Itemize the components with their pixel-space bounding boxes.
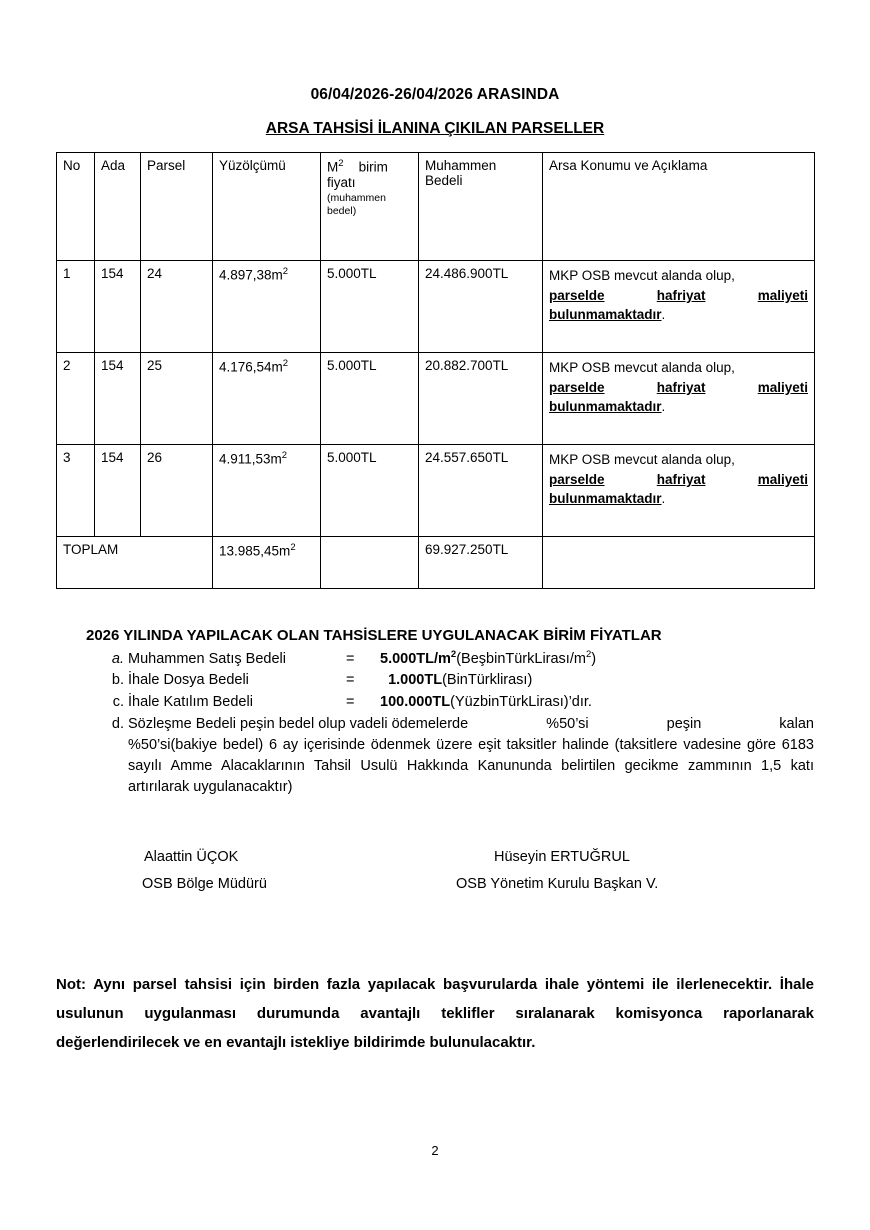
signature-right-name: Hüseyin ERTUĞRUL (494, 848, 630, 865)
total-area (213, 537, 321, 589)
col-header-location: Arsa Konumu ve Açıklama (543, 153, 815, 261)
location-line-3 (549, 489, 808, 509)
price-note-open: (YüzbinTürkLirası)’dır. (450, 693, 592, 710)
cell-ada: 154 (95, 445, 141, 537)
location-line-2 (549, 286, 808, 306)
location-word-bulunmamaktadir: bulunmamaktadır (549, 307, 662, 323)
payment-terms-rest: %50’si(bakiye bedel) 6 ay içerisinde ödenmek üzere eşit taksitler halinde (taksitlere vadesine göre 6183 sayılı Amme Alacaklarının Tahsil Usulü Hakkında Kanununda belirtilen gecikme zammının 1,5 katı artırılarak uygulanacaktır) (128, 736, 814, 795)
col-header-area: Yüzölçümü (213, 153, 321, 261)
location-word-parselde: parselde (549, 471, 605, 487)
location-line-1: MKP OSB mevcut alanda olup, (549, 360, 735, 375)
cell-area-sup: 2 (282, 358, 289, 369)
cell-area-sup: 2 (281, 450, 288, 461)
total-unit-price (321, 537, 419, 589)
col-header-unit-note: (muhammen bedel) (327, 191, 386, 217)
cell-location (543, 261, 815, 353)
signature-right-title: OSB Yönetim Kurulu Başkan V. (456, 876, 659, 893)
location-tail: . (661, 491, 666, 507)
table-header-row (57, 153, 815, 261)
col-header-unit-m: M (327, 159, 339, 175)
cell-area-value: 4.176,54m (219, 359, 283, 375)
cell-unit-price: 5.000TL (321, 261, 419, 353)
location-line-1: MKP OSB mevcut alanda olup, (549, 268, 735, 283)
location-line-2 (549, 470, 808, 490)
location-word-bulunmamaktadir: bulunmamaktadır (549, 399, 662, 415)
page-subtitle (56, 120, 814, 138)
cell-area-sup: 2 (282, 266, 289, 277)
col-header-unit-sup: 2 (338, 158, 344, 169)
cell-area-value: 4.897,38m (219, 267, 283, 283)
table-total-row (57, 537, 815, 589)
total-estimated-value: 69.927.250TL (419, 537, 543, 589)
cell-unit-price: 5.000TL (321, 445, 419, 537)
price-value-sup: 2 (450, 649, 457, 660)
price-equals: = (346, 693, 355, 710)
price-equals: = (346, 672, 355, 689)
parcels-table (56, 152, 815, 589)
signature-block (56, 844, 814, 908)
location-word-hafriyat: hafriyat (656, 471, 706, 487)
payment-terms-part-3: peşin (666, 715, 702, 732)
cell-parsel: 25 (141, 353, 213, 445)
price-label: a. Muhammen Satış Bedeli (128, 650, 286, 667)
price-row (128, 692, 814, 713)
payment-terms-part-1: d. Sözleşme Bedeli peşin bedel olup vadeli ödemelerde (128, 715, 469, 732)
table-row (57, 445, 815, 537)
price-note-open: (BinTürklirası) (442, 672, 533, 689)
prices-list (86, 648, 814, 798)
payment-terms-part-2: %50’si (546, 715, 589, 732)
price-value-group (380, 692, 592, 713)
col-header-ada: Ada (95, 153, 141, 261)
col-header-unit-rest: birim fiyatı (327, 159, 388, 190)
price-row (128, 670, 814, 691)
signature-right (456, 844, 658, 899)
location-word-parselde: parselde (549, 379, 605, 395)
col-header-parsel: Parsel (141, 153, 213, 261)
cell-estimated-value: 20.882.700TL (419, 353, 543, 445)
cell-area (213, 445, 321, 537)
location-line-2 (549, 378, 808, 398)
cell-location (543, 445, 815, 537)
table-row (57, 261, 815, 353)
location-tail: . (661, 399, 666, 415)
page-subtitle-text: ARSA TAHSİSİ İLANINA ÇIKILAN PARSELLER (265, 120, 605, 137)
price-value: 100.000TL (380, 693, 451, 710)
cell-location (543, 353, 815, 445)
payment-terms-part-4: kalan (779, 715, 814, 732)
cell-no: 1 (57, 261, 95, 353)
table-body (57, 261, 815, 589)
cell-ada: 154 (95, 353, 141, 445)
list-item (128, 692, 814, 713)
cell-no: 2 (57, 353, 95, 445)
price-note-close: ) (591, 650, 597, 667)
page-title: 06/04/2026-26/04/2026 ARASINDA (310, 86, 560, 103)
table-row (57, 353, 815, 445)
location-word-maliyeti: maliyeti (757, 287, 808, 303)
total-location (543, 537, 815, 589)
total-area-value: 13.985,45m (219, 543, 291, 559)
list-item (128, 648, 814, 669)
cell-unit-price: 5.000TL (321, 353, 419, 445)
price-value-group (380, 670, 532, 691)
location-line-1: MKP OSB mevcut alanda olup, (549, 452, 735, 467)
price-label: b. İhale Dosya Bedeli (128, 672, 249, 689)
price-row (128, 648, 814, 669)
cell-estimated-value: 24.557.650TL (419, 445, 543, 537)
prices-section (86, 627, 814, 798)
col-header-no: No (57, 153, 95, 261)
cell-area (213, 353, 321, 445)
table-header (57, 153, 815, 261)
cell-area-value: 4.911,53m (219, 451, 282, 467)
location-word-bulunmamaktadir: bulunmamaktadır (549, 491, 662, 507)
location-word-maliyeti: maliyeti (757, 471, 808, 487)
signature-left-name: Alaattin ÜÇOK (144, 848, 239, 865)
page-number: 2 (431, 1143, 439, 1158)
footer-note: Not: Aynı parsel tahsisi için birden fazla yapılacak başvurularda ihale yöntemi ile ilerlenecektir. İhale usulunun uygulanması durumunda avantajlı teklifler sıralanarak komisyonca raporlanarak değerlendirilecek ve en evantajlı istekliye bildirimde bulunulacaktır. (56, 975, 814, 1052)
location-line-3 (549, 305, 808, 325)
list-item (128, 714, 814, 798)
payment-terms-paragraph (128, 714, 814, 798)
cell-parsel: 24 (141, 261, 213, 353)
payment-terms-line-1 (128, 714, 814, 735)
cell-area (213, 261, 321, 353)
price-value-group (380, 648, 596, 669)
col-header-estimated-value: Muhammen Bedeli (419, 153, 543, 261)
price-equals: = (346, 650, 355, 667)
cell-ada: 154 (95, 261, 141, 353)
price-note-sup: 2 (585, 649, 592, 660)
location-line-3 (549, 397, 808, 417)
signature-left (142, 844, 267, 899)
location-word-maliyeti: maliyeti (757, 379, 808, 395)
price-label: c. İhale Katılım Bedeli (128, 693, 253, 710)
list-item (128, 670, 814, 691)
col-header-unit-price (321, 153, 419, 261)
price-value: 5.000TL/m (380, 650, 451, 667)
total-label: TOPLAM (57, 537, 213, 589)
cell-parsel: 26 (141, 445, 213, 537)
signature-left-title: OSB Bölge Müdürü (142, 876, 267, 893)
location-word-hafriyat: hafriyat (656, 287, 706, 303)
location-tail: . (661, 307, 666, 323)
location-word-hafriyat: hafriyat (656, 379, 706, 395)
prices-title: 2026 YILINDA YAPILACAK OLAN TAHSİSLERE UYGULANACAK BİRİM FİYATLAR (86, 627, 662, 644)
price-value: 1.000TL (388, 672, 443, 689)
price-note-open: (BeşbinTürkLirası/m (456, 650, 586, 667)
cell-estimated-value: 24.486.900TL (419, 261, 543, 353)
total-area-sup: 2 (290, 542, 296, 553)
location-word-parselde: parselde (549, 287, 605, 303)
cell-no: 3 (57, 445, 95, 537)
